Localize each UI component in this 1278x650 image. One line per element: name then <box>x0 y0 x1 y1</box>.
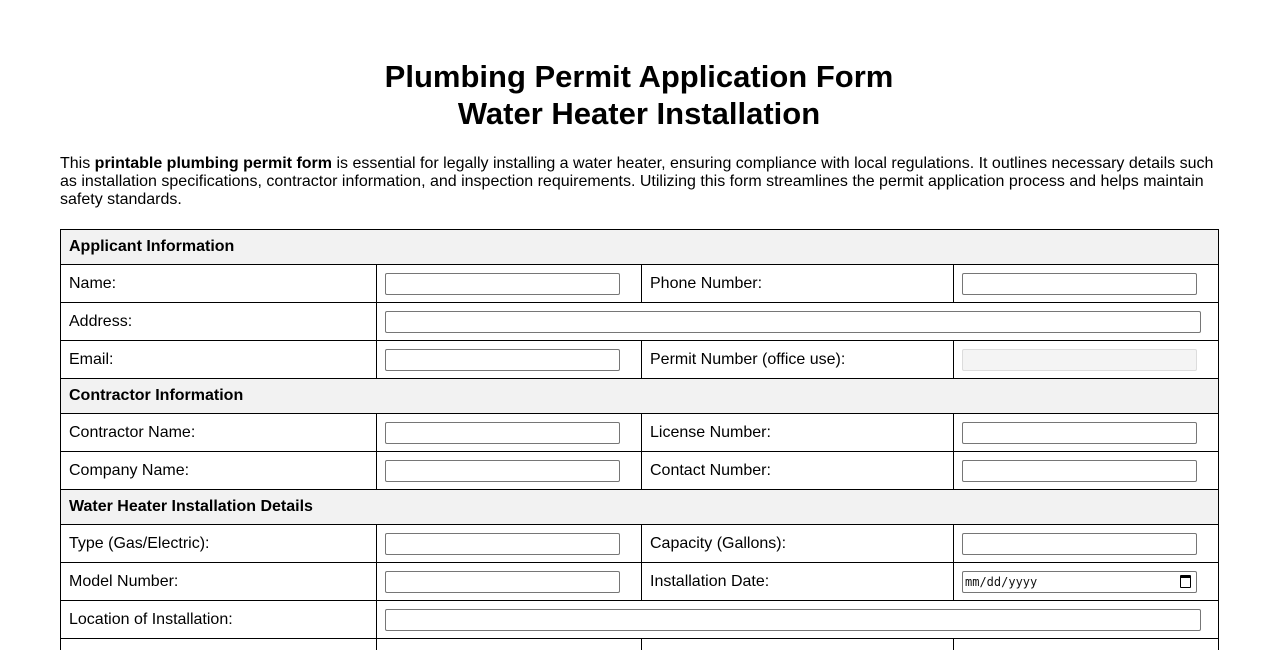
address-label: Address: <box>61 303 377 341</box>
section-title: Applicant Information <box>61 230 1219 265</box>
form-row <box>61 452 1219 490</box>
form-row <box>61 414 1219 452</box>
license-number-label: License Number: <box>642 414 954 452</box>
email-label: Email: <box>61 341 377 379</box>
model-number-label: Model Number: <box>61 563 377 601</box>
form-row <box>61 303 1219 341</box>
installation-date-input[interactable] <box>962 571 1197 593</box>
intro-paragraph <box>60 155 1220 209</box>
intro-text-start: This <box>60 155 95 172</box>
license-number-input[interactable] <box>962 422 1197 444</box>
installation-date-label: Installation Date: <box>642 563 954 601</box>
title-line-1: Plumbing Permit Application Form <box>384 59 894 94</box>
contractor-name-input[interactable] <box>385 422 620 444</box>
title-line-2: Water Heater Installation <box>457 96 821 131</box>
section-header-contractor <box>61 379 1219 414</box>
capacity-input[interactable] <box>962 533 1197 555</box>
section-title: Water Heater Installation Details <box>61 490 1219 525</box>
form-row <box>61 341 1219 379</box>
permit-number-label: Permit Number (office use): <box>642 341 954 379</box>
contact-number-input[interactable] <box>962 460 1197 482</box>
name-input[interactable] <box>385 273 620 295</box>
calendar-icon[interactable] <box>1180 575 1191 588</box>
capacity-label: Capacity (Gallons): <box>642 525 954 563</box>
form-row <box>61 601 1219 639</box>
section-title: Contractor Information <box>61 379 1219 414</box>
type-input[interactable] <box>385 533 620 555</box>
phone-label: Phone Number: <box>642 265 954 303</box>
page-title <box>0 58 1278 132</box>
name-label: Name: <box>61 265 377 303</box>
email-input[interactable] <box>385 349 620 371</box>
form-row <box>61 525 1219 563</box>
date-placeholder: mm/dd/yyyy <box>965 574 1038 589</box>
form-row <box>61 265 1219 303</box>
location-input[interactable] <box>385 609 1201 631</box>
form-row-cutoff <box>61 639 1219 650</box>
permit-number-input <box>962 349 1197 371</box>
phone-input[interactable] <box>962 273 1197 295</box>
section-header-applicant <box>61 230 1219 265</box>
section-header-installation <box>61 490 1219 525</box>
contractor-name-label: Contractor Name: <box>61 414 377 452</box>
type-label: Type (Gas/Electric): <box>61 525 377 563</box>
model-number-input[interactable] <box>385 571 620 593</box>
company-name-label: Company Name: <box>61 452 377 490</box>
form-row <box>61 563 1219 601</box>
location-label: Location of Installation: <box>61 601 377 639</box>
company-name-input[interactable] <box>385 460 620 482</box>
intro-bold-text: printable plumbing permit form <box>94 155 333 172</box>
permit-form-table <box>60 229 1219 650</box>
address-input[interactable] <box>385 311 1201 333</box>
intro-text-end: is essential for legally installing a water heater, ensuring compliance with local regulations. It outlines necessary details such as installation specifications, contractor information, and inspection requirements. Utilizing this form streamlines the permit application process and helps maintain safety standards. <box>60 155 1214 208</box>
contact-number-label: Contact Number: <box>642 452 954 490</box>
